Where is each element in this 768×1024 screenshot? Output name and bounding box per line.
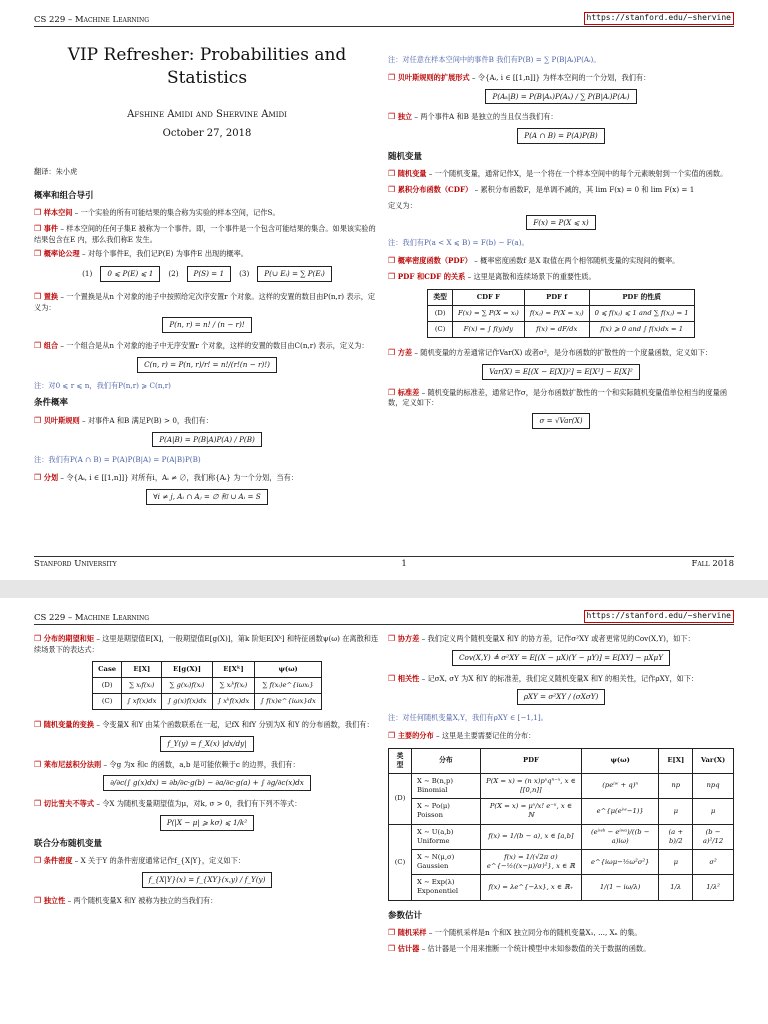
item-chebyshev: ❒ 切比雪夫不等式 – 令X 为随机变量期望值为μ，对k, σ > 0，我们有下列不等式：: [34, 799, 302, 809]
item-covariance: ❒ 协方差 – 我们定义两个随机变量X 和Y 的协方差，记作σ²XY 或者更常见的Cov(X,Y)，如下：: [388, 634, 695, 643]
cdf-pdf-table: [427, 289, 694, 339]
table-header-row: 类型 分布 PDF ψ(ω) E[X] Var(X): [389, 748, 734, 773]
item-random-variable: ❒ 随机变量 – 一个随机变量，通常记作X，是一个将在一个样本空间中的每个元素映射到一个实值的函数。: [388, 169, 728, 179]
formula: P(A ∩ B) = P(A)P(B): [517, 128, 604, 144]
right-column: [388, 52, 734, 437]
box-icon: ❒: [388, 185, 398, 195]
note: 注：对任何随机变量X,Y，我们有ρXY ∈ [−1,1]。: [388, 713, 548, 723]
formula: C(n, r) = P(n, r)/r! = n!/(r!(n − r)!): [137, 357, 277, 373]
page-footer: [34, 556, 734, 570]
date: October 27, 2018: [162, 128, 252, 140]
item-std: ❒ 标准差 – 随机变量的标准差，通常记作σ，是分布函数扩散性的一个和实际随机变量值单位相当的度量函数，定义如下：: [388, 387, 728, 408]
box-icon: ❒: [34, 720, 44, 730]
axiom-formulas: (1) 0 ⩽ P(E) ⩽ 1 (2) P(S) = 1 (3) P(∪ Eᵢ) = ∑ P(Eᵢ): [34, 266, 380, 282]
box-icon: ❒: [34, 341, 44, 351]
table-header-row: Case E[X] E[g(X)] E[Xᵏ] ψ(ω): [93, 661, 322, 677]
section-heading: 随机变量: [388, 151, 423, 162]
page-header: [34, 10, 734, 27]
box-icon: ❒: [34, 415, 44, 425]
table-row: (C) ∫ xf(x)dx ∫ g(x)f(x)dx ∫ xᵏf(x)dx ∫ f(x)e^{iωx}dx: [93, 693, 322, 709]
distributions-table: [388, 748, 734, 901]
table-row: (D) ∑ xᵢf(xᵢ) ∑ g(xᵢ)f(xᵢ) ∑ xᵢᵏf(xᵢ) ∑ f(xᵢ)e^{iωxᵢ}: [93, 677, 322, 693]
right-column: [388, 634, 734, 960]
table-row: (D) F(x) = ∑ P(X = xᵢ) f(xⱼ) = P(X = xⱼ) 0 ⩽ f(xⱼ) ⩽ 1 and ∑ f(xⱼ) = 1: [428, 305, 694, 321]
document-title: VIP Refresher: Probabilities and Statistics: [67, 45, 347, 88]
formula: F(x) = P(X ⩽ x): [526, 215, 595, 231]
box-icon: ❒: [34, 473, 44, 483]
item-moments: ❒ 分布的期望和矩 – 这里是期望值E[X]，一般期望值E[g(X)]，第k 阶矩E[Xᵏ] 和特征函数ψ(ω) 在离散和连续场景下的表达式：: [34, 634, 379, 654]
box-icon: ❒: [388, 271, 398, 281]
header-url-link[interactable]: https://stanford.edu/~shervine: [584, 12, 735, 25]
box-icon: ❒: [388, 72, 398, 82]
item-conditional-density: ❒ 条件密度 – X 关于Y 的条件密度通常记作f_{X|Y}，定义如下：: [34, 856, 245, 866]
footer-term: Fall 2018: [691, 558, 734, 569]
cdf-definition: 定义为：: [388, 200, 417, 210]
box-icon: ❒: [34, 799, 44, 809]
item-transform: ❒ 随机变量的变换 – 令变量X 和Y 由某个函数联系在一起，记fX 和fY 分别为X 和Y 的分布函数，我们有：: [34, 720, 374, 730]
box-icon: ❒: [34, 856, 44, 866]
section-heading: 概率和组合导引: [34, 190, 94, 201]
page-2: [0, 598, 768, 1024]
item-combination: ❒ 组合 – 一个组合是从n 个对象的池子中无序安置r 个对象，这样的安置的数目由C(n,r) 表示，定义为：: [34, 341, 369, 351]
section-heading: 条件概率: [34, 398, 69, 409]
box-icon: ❒: [388, 387, 398, 397]
formula: ∂/∂c(∫ g(x)dx) = ∂b/∂c·g(b) − ∂a/∂c·g(a) + ∫ ∂g/∂c(x)dx: [103, 775, 311, 791]
box-icon: ❒: [388, 634, 398, 643]
formula: P(S) = 1: [187, 266, 232, 282]
formula: P(∪ Eᵢ) = ∑ P(Eᵢ): [257, 266, 332, 282]
box-icon: ❒: [34, 223, 44, 233]
note: 注：我们有P(a < X ⩽ B) = F(b) − F(a)。: [388, 238, 529, 248]
item-correlation: ❒ 相关性 – 记σX, σY 为X 和Y 的标准差，我们定义随机变量X 和Y 的相关性，记作ρXY，如下：: [388, 673, 699, 683]
moments-table: [92, 661, 322, 711]
left-column: [34, 36, 380, 513]
formula: P(A|B) = P(B|A)P(A) / P(B): [152, 432, 262, 448]
item-independence: ❒ 独立 – 两个事件A 和B 是独立的当且仅当我们有：: [388, 112, 558, 122]
item-permutation: ❒ 置换 – 一个置换是从n 个对象的池子中按照给定次序安置r 个对象。这样的安置的数目由P(n,r) 表示，定义为：: [34, 291, 376, 312]
formula: σ = √Var(X): [532, 413, 589, 429]
formula: f_Y(y) = f_X(x) |dx/dy|: [160, 736, 253, 752]
item-random-sample: ❒ 随机采样 – 一个随机采样是n 个和X 独立同分布的随机变量X₁, ..., Xₙ 的集。: [388, 928, 642, 938]
page-header: [34, 608, 734, 625]
item-partition: ❒ 分划 – 令{Aᵢ, i ∈ [[1,n]]} 对所有i，Aᵢ ≠ ∅，我们称{Aᵢ} 为一个分划，当有：: [34, 473, 298, 483]
footer-university: Stanford University: [34, 558, 117, 569]
formula: ρXY = σ²XY / (σXσY): [517, 689, 606, 705]
box-icon: ❒: [388, 730, 398, 740]
table-row: (C) X ∼ U(a,b) Uniforme f(x) = 1/(b − a), x ∈ [a,b] (eⁱʷᵇ − eⁱʷᵃ)/((b − a)iω) (a + b)/2 (b − a)²/12: [389, 824, 734, 849]
table-row: (D) X ∼ B(n,p) Binomial P(X = x) = (n x)pˣqⁿ⁻ˣ, x ∈ [[0,n]] (peⁱʷ + q)ⁿ np npq: [389, 773, 734, 798]
item-leibniz: ❒ 莱布尼兹积分法则 – 令g 为x 和c 的函数，a,b 是可能依赖于c 的边界，我们有：: [34, 759, 300, 769]
table-row: X ∼ N(μ,σ) Gaussien f(x) = 1/(√2π σ) e^{−½((x−μ)/σ)²}, x ∈ ℝ e^{iωμ−½ω²σ²} μ σ²: [389, 849, 734, 874]
item-bayes: ❒ 贝叶斯规则 – 对事件A 和B 满足P(B) > 0，我们有：: [34, 415, 213, 425]
item-independence: ❒ 独立性 – 两个随机变量X 和Y 被称为独立的当我们有：: [34, 895, 218, 905]
item-pdf-cdf-relation: ❒ PDF 和CDF 的关系 – 这里是离散和连续场景下的重要性质。: [388, 271, 596, 281]
item-event: ❒ 事件 – 样本空间的任何子集E 被称为一个事件。即，一个事件是一个包含可能结果的集合。如果该实验的结果包含在E 内，那么我们称E 发生。: [34, 223, 376, 244]
authors: Afshine Amidi and Shervine Amidi: [127, 108, 287, 120]
formula: Cov(X,Y) ≜ σ²XY = E[(X − μX)(Y − μY)] = E[XY] − μXμY: [452, 650, 670, 666]
course-title: CS 229 – Machine Learning: [34, 612, 150, 623]
formula: 0 ⩽ P(E) ⩽ 1: [100, 266, 160, 282]
box-icon: ❒: [388, 673, 398, 683]
item-extended-bayes: ❒ 贝叶斯规则的扩展形式 – 令{Aᵢ, i ∈ [[1,n]]} 为样本空间的一个分划，我们有：: [388, 72, 651, 82]
table-row: (C) F(x) = ∫ f(y)dy f(x) = dF/dx f(x) ⩾ 0 and ∫ f(x)dx = 1: [428, 321, 694, 337]
item-axioms: ❒ 概率论公理 – 对每个事件E，我们记P(E) 为事件E 出现的概率。: [34, 249, 248, 259]
box-icon: ❒: [388, 348, 398, 358]
item-variance: ❒ 方差 – 随机变量的方差通常记作Var(X) 或者σ²，是分布函数的扩散性的一个度量函数，定义如下：: [388, 348, 713, 358]
left-column: [34, 634, 380, 911]
formula: ∀i ≠ j, Aᵢ ∩ Aⱼ = ∅ 和 ∪ Aᵢ = S: [146, 489, 267, 505]
box-icon: ❒: [388, 112, 398, 122]
note: 注：我们有P(A ∩ B) = P(A)P(B|A) = P(A|B)P(B): [34, 455, 201, 465]
translator: 翻译：朱小虎: [34, 166, 78, 176]
box-icon: ❒: [34, 208, 44, 218]
box-icon: ❒: [388, 928, 398, 938]
item-main-distributions: ❒ 主要的分布 – 这里是主要需要记住的分布：: [388, 730, 536, 740]
box-icon: ❒: [388, 169, 398, 179]
box-icon: ❒: [388, 943, 398, 953]
item-estimator: ❒ 估计器 – 估计器是一个用来推断一个统计模型中未知参数值的关于数据的函数。: [388, 943, 651, 953]
formula: P(Aₖ|B) = P(B|Aₖ)P(Aₖ) / ∑ P(B|Aᵢ)P(Aᵢ): [485, 89, 636, 105]
box-icon: ❒: [34, 634, 44, 643]
section-heading: 参数估计: [388, 910, 423, 921]
header-url-link[interactable]: https://stanford.edu/~shervine: [584, 610, 735, 623]
section-heading: 联合分布随机变量: [34, 838, 103, 849]
page-gap: [0, 580, 768, 598]
note: 注：对任意在样本空间中的事件B 我们有P(B) = ∑ P(B|Aᵢ)P(Aᵢ)。: [388, 55, 601, 64]
box-icon: ❒: [34, 249, 44, 259]
table-row: X ∼ Exp(λ) Exponentiel f(x) = λe^{−λx}, x ∈ ℝ₊ 1/(1 − iω/λ) 1/λ 1/λ²: [389, 875, 734, 900]
item-sample-space: ❒ 样本空间 – 一个实验的所有可能结果的集合称为实验的样本空间，记作S。: [34, 208, 280, 218]
box-icon: ❒: [388, 255, 398, 265]
formula: P(|X − μ| ⩾ kσ) ⩽ 1/k²: [160, 815, 254, 831]
box-icon: ❒: [34, 895, 44, 905]
table-header-row: 类型 CDF F PDF f PDF 的性质: [428, 289, 694, 305]
formula: P(n, r) = n! / (n − r)!: [162, 317, 251, 333]
item-pdf: ❒ 概率密度函数（PDF） – 概率密度函数f 是X 取值在两个相邻随机变量的实现间的概率。: [388, 255, 680, 265]
box-icon: ❒: [34, 759, 44, 769]
formula: f_{X|Y}(x) = f_{XY}(x,y) / f_Y(y): [142, 872, 273, 888]
note: 注：对0 ⩽ r ⩽ n，我们有P(n,r) ⩾ C(n,r): [34, 380, 171, 390]
item-cdf: ❒ 累积分布函数（CDF） – 累积分布函数F，是单调不减的，其 lim F(x) = 0 和 lim F(x) = 1: [388, 185, 695, 195]
box-icon: ❒: [34, 291, 44, 301]
course-title: CS 229 – Machine Learning: [34, 14, 150, 25]
formula: Var(X) = E[(X − E[X])²] = E[X²] − E[X]²: [482, 364, 639, 380]
page-number: 1: [401, 558, 407, 569]
table-row: X ∼ Po(μ) Poisson P(X = x) = μˣ/x! e⁻ᵘ, x ∈ ℕ e^{μ(eⁱʷ−1)} μ μ: [389, 799, 734, 824]
